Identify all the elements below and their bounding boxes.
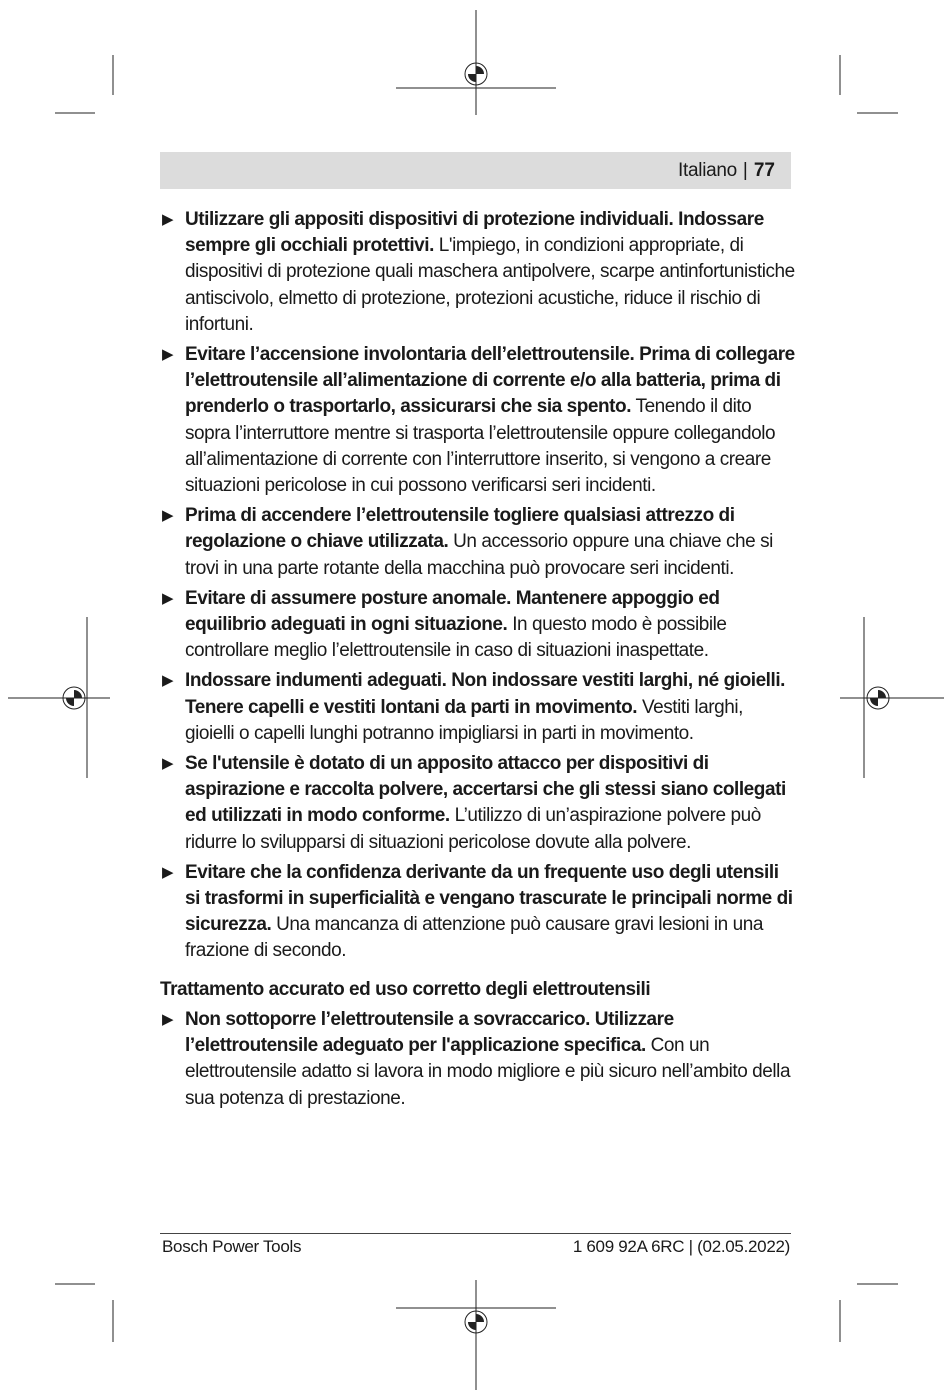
item-bold-text: Evitare che la confidenza derivante da un frequente uso degli utensili si trasformi in superficialità e vengano trascurate le principali norme di sicurezza. xyxy=(185,861,793,936)
item-text: L’utilizzo di un’aspirazione polvere può ridurre lo svilupparsi di situazioni pericolose dovute alla polvere. xyxy=(185,805,761,853)
list-item xyxy=(160,342,796,499)
section-heading: Trattamento accurato ed uso corretto degli elettroutensili xyxy=(160,978,651,1000)
triangle-bullet-icon: ▶ xyxy=(162,211,174,228)
triangle-bullet-icon: ▶ xyxy=(162,672,174,690)
item-bold-text: Non sottoporre l’elettroutensile a sovraccarico. Utilizzare l’elettroutensile adeguato per l'applicazione specifica. xyxy=(185,1008,674,1057)
triangle-bullet-icon: ▶ xyxy=(162,346,174,364)
header-separator: | xyxy=(742,159,748,181)
item-bold-text: Evitare l’accensione involontaria dell’elettroutensile. Prima di collegare l’elettroutensile all’alimentazione di corrente e/o alla batteria, prima di prenderlo o trasportarlo, assicurarsi che sia spento. xyxy=(185,344,795,418)
triangle-bullet-icon: ▶ xyxy=(162,507,174,525)
footer-divider xyxy=(160,1233,791,1234)
item-bold-text: Se l'utensile è dotato di un apposito attacco per dispositivi di aspirazione e raccolta polvere, accertarsi che gli stessi siano collegati ed utilizzati in modo conforme. xyxy=(185,753,786,827)
item-text: In questo modo è possibile controllare meglio l’elettroutensile in caso di situazioni inaspettate. xyxy=(185,614,727,662)
item-text: Con un elettroutensile adatto si lavora in modo migliore e più sicuro nell’ambito della sua potenza di prestazione. xyxy=(185,1035,791,1109)
item-text: Vestiti larghi, gioielli o capelli lunghi potranno impigliarsi in parti in movimento. xyxy=(185,696,743,744)
list-item xyxy=(160,860,796,965)
triangle-bullet-icon: ▶ xyxy=(162,863,174,881)
list-item xyxy=(160,207,796,338)
item-bold-text: Indossare indumenti adeguati. Non indossare vestiti larghi, né gioielli. Tenere capelli e vestiti lontani da parti in movimento. xyxy=(185,670,785,718)
footer-document-code: 1 609 92A 6RC | (02.05.2022) xyxy=(572,1237,790,1256)
list-item xyxy=(160,751,796,856)
item-bold-text: Evitare di assumere posture anomale. Mantenere appoggio ed equilibrio adeguati in ogni situazione. xyxy=(185,587,720,636)
triangle-bullet-icon: ▶ xyxy=(162,755,174,773)
footer-publisher: Bosch Power Tools xyxy=(162,1237,302,1256)
list-item xyxy=(160,668,796,747)
item-bold-text: Prima di accendere l’elettroutensile togliere qualsiasi attrezzo di regolazione o chiave utilizzata. xyxy=(185,505,735,553)
item-text: Un accessorio oppure una chiave che si trovi in una parte rotante della macchina può provocare seri incidenti. xyxy=(185,531,773,579)
item-text: L'impiego, in condizioni appropriate, di dispositivi di protezione quali maschera antipolvere, scarpe antinfortunistiche antiscivolo, elmetto di protezione, protezioni acustiche, riduce il rischio di infortuni. xyxy=(185,235,795,335)
item-text: Tenendo il dito sopra l’interruttore mentre si trasporta l’elettroutensile oppure collegandolo all’alimentazione di corrente con l’interruttore inserito, si vengono a creare situazioni pericolose in cui possono verificarsi seri incidenti. xyxy=(185,396,776,497)
list-item xyxy=(160,1007,796,1112)
item-bold-text: Utilizzare gli appositi dispositivi di protezione individuali. Indossare sempre gli occhiali protettivi. xyxy=(185,209,764,257)
item-text: Una mancanza di attenzione può causare gravi lesioni in una frazione di secondo. xyxy=(185,914,763,962)
page-header xyxy=(160,152,791,189)
page-number: 77 xyxy=(753,159,775,181)
triangle-bullet-icon: ▶ xyxy=(162,589,174,607)
list-item xyxy=(160,586,796,665)
list-item xyxy=(160,503,796,582)
triangle-bullet-icon: ▶ xyxy=(162,1010,174,1028)
page-body xyxy=(160,207,796,1116)
language-label: Italiano xyxy=(678,159,737,181)
